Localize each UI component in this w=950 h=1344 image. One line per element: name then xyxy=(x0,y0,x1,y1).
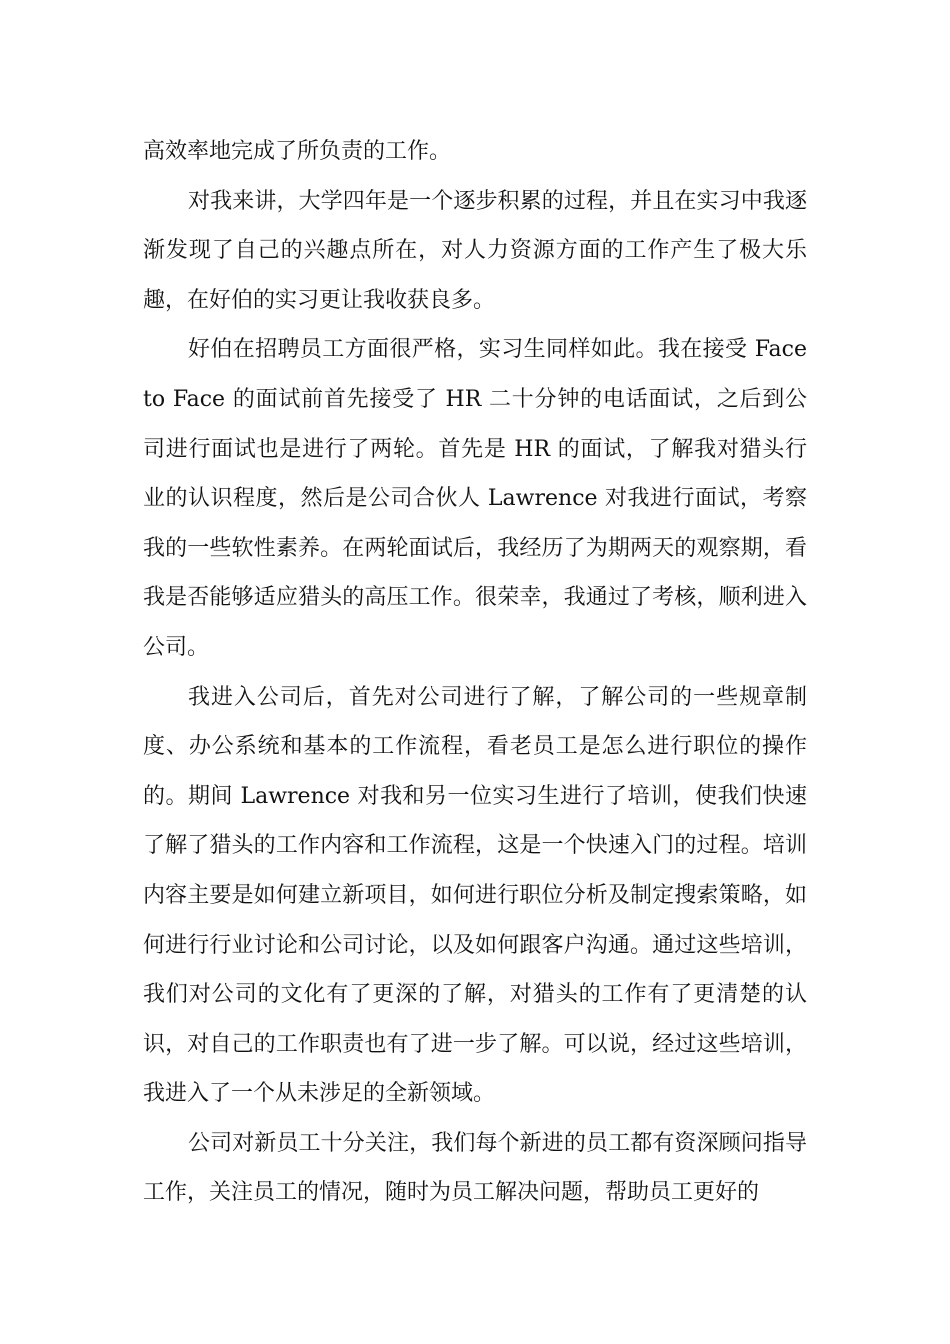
paragraph-continuation: 高效率地完成了所负责的工作。 xyxy=(143,139,452,164)
paragraph-interview-process: 好伯在招聘员工方面很严格，实习生同样如此。我在接受 Face to Face 的面试前首先接受了 HR 二十分钟的电话面试，之后到公司进行面试也是进行了两轮。首先是 HR 的面试，了解我对猎头行业的认识程度，然后是公司合伙人 Lawrence 对我进行面试，考察我的一些软性素养。在两轮面试后，我经历了为期两天的观察期，看我是否能够适应猎头的高压工作。很荣幸，我通过了考核，顺利进入公司。 xyxy=(143,337,807,660)
paragraph-mentorship: 公司对新员工十分关注，我们每个新进的员工都有资深顾问指导工作，关注员工的情况，随时为员工解决问题，帮助员工更好的 xyxy=(143,1130,807,1206)
paragraph-university-years: 对我来讲，大学四年是一个逐步积累的过程，并且在实习中我逐渐发现了自己的兴趣点所在，对人力资源方面的工作产生了极大乐趣，在好伯的实习更让我收获良多。 xyxy=(143,188,807,313)
document-body xyxy=(143,127,807,1218)
paragraph-training: 我进入公司后，首先对公司进行了解，了解公司的一些规章制度、办公系统和基本的工作流程，看老员工是怎么进行职位的操作的。期间 Lawrence 对我和另一位实习生进行了培训，使我们快速了解了猎头的工作内容和工作流程，这是一个快速入门的过程。培训内容主要是如何建立新项目，如何进行职位分析及制定搜索策略，如何进行行业讨论和公司讨论，以及如何跟客户沟通。通过这些培训，我们对公司的文化有了更深的了解，对猎头的工作有了更清楚的认识，对自己的工作职责也有了进一步了解。可以说，经过这些培训，我进入了一个从未涉足的全新领域。 xyxy=(143,684,807,1107)
